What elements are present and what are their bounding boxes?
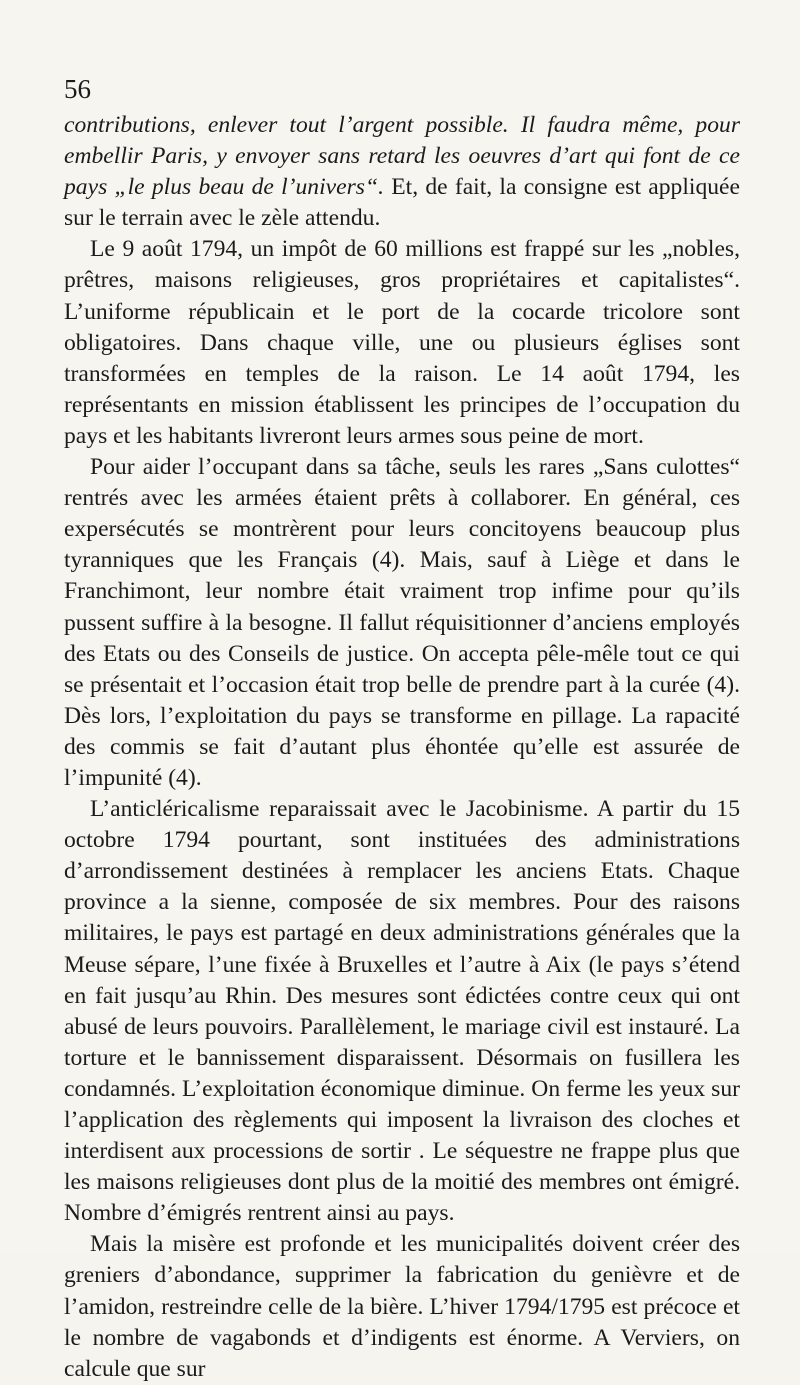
paragraph [64,1229,740,1384]
text-span: Mais la misère est profonde et les municipalités doivent créer des greniers d’abondance, supprimer la fabrication du genièvre et de l’amidon, restreindre celle de la bière. L’hiver 1794/1795 est précoce et le nombre de vagabonds et d’indigents est énorme. A Verviers, on calcule que sur [64,1231,740,1382]
paragraph [64,234,740,452]
text-span: Le 9 août 1794, un impôt de 60 millions est frappé sur les „nobles, prêtres, maisons religieuses, gros propriétaires et capitalistes“. L’uniforme républicain et le port de la cocarde tricolore sont obligatoires. Dans chaque ville, une ou plusieurs églises sont transformées en temples de la raison. Le 14 août 1794, les représentants en mission établissent les principes de l’occupation du pays et les habitants livreront leurs armes sous peine de mort. [64,236,740,449]
paragraph [64,110,740,234]
paragraph [64,452,740,794]
italic-quote: contributions, enlever tout l’argent possible. Il faudra même, pour embellir Paris, y envoyer sans retard les oeuvres d’art qui font de ce pays „le plus beau de l’univers“. [64,112,740,201]
text-span: L’anticléricalisme reparaissait avec le Jacobinisme. A partir du 15 octobre 1794 pourtant, sont instituées des administrations d’arrondissement destinées à remplacer les anciens Etats. Chaque province a la sienne, composée de six membres. Pour des raisons militaires, le pays est partagé en deux administrations générales que la Meuse sépare, l’une fixée à Bruxelles et l’autre à Aix (le pays s’étend en fait jusqu’au Rhin. Des mesures sont édictées contre ceux qui ont abusé de leurs pouvoirs. Parallèlement, le mariage civil est instauré. La torture et le bannissement disparaissent. Désormais on fusillera les condamnés. L’exploitation économique diminue. On ferme les yeux sur l’application des règlements qui imposent la livraison des cloches et interdisent aux processions de sortir . Le séquestre ne frappe plus que les maisons religieuses dont plus de la moitié des membres ont émigré. Nombre d’émigrés rentrent ainsi au pays. [64,796,740,1227]
text-span: Pour aider l’occupant dans sa tâche, seuls les rares „Sans culottes“ rentrés avec les armées étaient prêts à collaborer. En général, ces expersécutés se montrèrent pour leurs concitoyens beaucoup plus tyranniques que les Français (4). Mais, sauf à Liège et dans le Franchimont, leur nombre était vraiment trop infime pour qu’ils pussent suffire à la besogne. Il fallut réquisitionner d’anciens employés des Etats ou des Conseils de justice. On accepta pêle-mêle tout ce qui se présentait et l’occasion était trop belle de prendre part à la curée (4). Dès lors, l’exploitation du pays se transforme en pillage. La rapacité des commis se fait d’autant plus éhontée qu’elle est assurée de l’impunité (4). [64,454,740,791]
text-span: Et, de fait, la consigne est appliquée sur le terrain avec le zèle attendu. [64,174,740,232]
page-number: 56 [64,74,91,104]
body-text [64,110,740,1385]
paragraph [64,794,740,1229]
